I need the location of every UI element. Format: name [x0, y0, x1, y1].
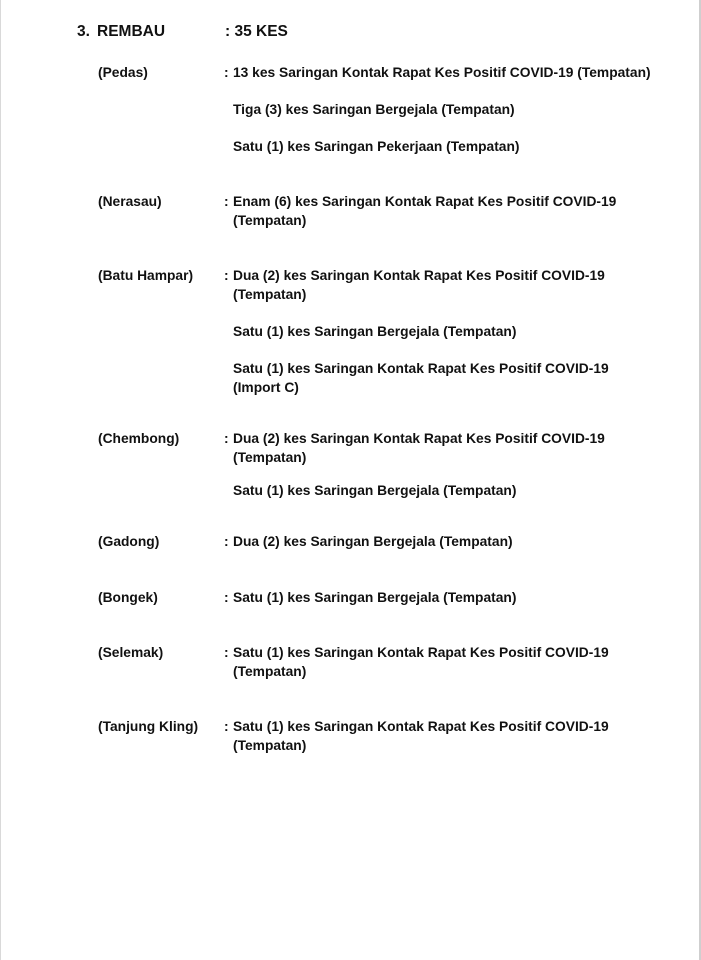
case-line: (Import C)	[233, 380, 299, 395]
area-label: (Pedas)	[98, 65, 148, 80]
colon: :	[224, 194, 229, 209]
case-lines	[233, 63, 673, 156]
colon: :	[224, 431, 229, 446]
case-lines	[233, 429, 673, 500]
case-lines	[233, 643, 673, 681]
area-label: (Gadong)	[98, 534, 160, 549]
area-label: (Selemak)	[98, 645, 164, 660]
area-label: (Tanjung Kling)	[98, 719, 199, 734]
case-line: Satu (1) kes Saringan Bergejala (Tempatan)	[233, 483, 517, 498]
case-line: (Tempatan)	[233, 450, 307, 465]
colon: :	[224, 534, 229, 549]
area-label: (Bongek)	[98, 590, 158, 605]
case-lines	[233, 266, 673, 397]
case-lines	[233, 717, 673, 755]
case-line: Satu (1) kes Saringan Pekerjaan (Tempatan)	[233, 139, 520, 154]
area-label: (Nerasau)	[98, 194, 162, 209]
case-line: (Tempatan)	[233, 213, 307, 228]
case-line: (Tempatan)	[233, 738, 307, 753]
area-label: (Chembong)	[98, 431, 180, 446]
district-total: : 35 KES	[225, 23, 288, 40]
case-line: Satu (1) kes Saringan Bergejala (Tempatan)	[233, 590, 517, 605]
case-line: (Tempatan)	[233, 664, 307, 679]
case-line: Dua (2) kes Saringan Bergejala (Tempatan)	[233, 534, 513, 549]
district-name: REMBAU	[97, 23, 166, 40]
area-label: (Batu Hampar)	[98, 268, 194, 283]
colon: :	[224, 268, 229, 283]
colon: :	[224, 719, 229, 734]
case-line: 13 kes Saringan Kontak Rapat Kes Positif COVID-19 (Tempatan)	[233, 65, 651, 80]
case-line: Satu (1) kes Saringan Kontak Rapat Kes Positif COVID-19	[233, 645, 609, 660]
colon: :	[224, 65, 229, 80]
case-line: Tiga (3) kes Saringan Bergejala (Tempatan)	[233, 102, 515, 117]
case-line: Satu (1) kes Saringan Bergejala (Tempatan)	[233, 324, 517, 339]
case-line: Satu (1) kes Saringan Kontak Rapat Kes Positif COVID-19	[233, 361, 609, 376]
colon: :	[224, 590, 229, 605]
case-lines	[233, 532, 673, 551]
section-heading	[1, 23, 701, 43]
section-number: 3.	[77, 23, 90, 40]
case-line: Dua (2) kes Saringan Kontak Rapat Kes Positif COVID-19	[233, 268, 605, 283]
colon: :	[224, 645, 229, 660]
case-line: Satu (1) kes Saringan Kontak Rapat Kes Positif COVID-19	[233, 719, 609, 734]
case-line: Enam (6) kes Saringan Kontak Rapat Kes Positif COVID-19	[233, 194, 617, 209]
case-line: Dua (2) kes Saringan Kontak Rapat Kes Positif COVID-19	[233, 431, 605, 446]
case-line: (Tempatan)	[233, 287, 307, 302]
case-lines	[233, 588, 673, 607]
case-lines	[233, 192, 673, 230]
